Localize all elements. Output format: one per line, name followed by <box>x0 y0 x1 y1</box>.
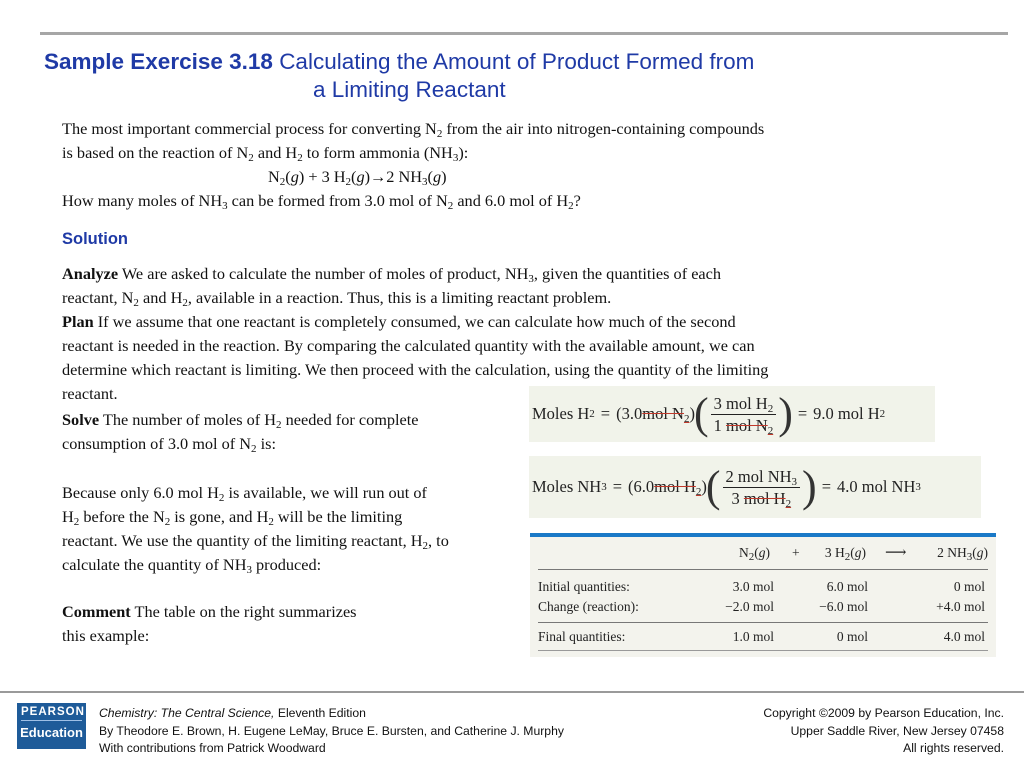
analyze-plan-text: Analyze We are asked to calculate the number of moles of product, $NH_3$, given the quantities of each reactant, $N_2$ and $H_2$, available in a reaction. Thus, this is a limiting reactant problem. Plan If we assume that one reactant is completely consumed, we can calculate how much of the second reactant is needed in the reaction. By comparing the calculated quantity with the available amount, we can determine which reactant is limiting. We then proceed with the calculation, using the quantity of the limiting reactant. <box>62 264 769 403</box>
equation-moles-h2: Moles H 2 = (3.0 mol $N_2$ ) ( $\frac{3 mol H_2}{1 mol N_2}$ ) = 9.0 mol H 2 <box>529 386 935 442</box>
solve-text: Solve The number of moles of $H_2$ needed for complete consumption of 3.0 mol of $N_2$ is: <box>62 410 419 455</box>
plan-label: Plan <box>62 312 94 331</box>
title-line1: Calculating the Amount of Product Formed from <box>279 49 755 74</box>
footer-copyright: Copyright ©2009 by Pearson Education, Inc. Upper Saddle River, New Jersey 07458 All rights reserved. <box>763 706 1004 755</box>
book-title: Chemistry: The Central Science, <box>99 706 275 720</box>
table-divider <box>538 569 988 570</box>
top-rule <box>40 32 1008 35</box>
title-line2: a Limiting Reactant <box>313 77 506 102</box>
comment-label: Comment <box>62 602 131 621</box>
comment-text: Comment The table on the right summarizes this example: <box>62 602 357 645</box>
footer-citation: Chemistry: The Central Science, Eleventh Edition By Theodore E. Brown, H. Eugene LeMay, Bruce E. Bursten, and Catherine J. Murphy With contributions from Patrick Woodward <box>99 706 564 755</box>
table-header-row: $N_2(g)$ + 3 $H_2(g)$ ⟶ 2 $NH_3(g)$ <box>739 545 988 563</box>
title-bold: Sample Exercise 3.18 <box>44 49 273 74</box>
solve-continued-text: Because only 6.0 mol $H_2$ is available, we will run out of $H_2$ before the $N_2$ is gone, and $H_2$ will be the limiting reactant. We use the quantity of the limiting reactant, $H_2$, to calculate the quantity of $NH_3$ produced: <box>62 483 449 576</box>
table-divider <box>538 650 988 651</box>
table-row: Final quantities: 1.0 mol 0 mol 4.0 mol <box>538 629 985 644</box>
problem-statement: The most important commercial process for converting $N_2$ from the air into nitrogen-containing compounds is based on the reaction of $N_2$ and $H_2$ to form ammonia $(NH_3)$: $N_2(g) + 3$ $H_2(g)\to 2$ $NH_3(g)$ How many moles of $NH_3$ can be formed from 3.0 mol of $N_2$ and 6.0 mol of $H_2$? <box>62 119 765 212</box>
solution-label: Solution <box>62 230 128 248</box>
footer-rule <box>0 691 1024 693</box>
analyze-label: Analyze <box>62 264 119 283</box>
pearson-logo: PEARSON Education <box>17 703 86 749</box>
slide-title <box>44 48 984 104</box>
table-row: Change (reaction): −2.0 mol −6.0 mol +4.0 mol <box>538 599 985 614</box>
table-row: Initial quantities: 3.0 mol 6.0 mol 0 mol <box>538 579 985 594</box>
table-divider <box>538 622 988 623</box>
summary-table <box>530 533 996 657</box>
reaction-equation: $N_2(g) + 3$ $H_2(g)\to 2$ $NH_3(g)$ <box>268 167 447 188</box>
solve-label: Solve <box>62 410 100 429</box>
equation-moles-nh3: Moles NH 3 = (6.0 mol $H_2$ ) ( $\frac{2 mol NH_3}{3 mol H_2}$ ) = 4.0 mol NH 3 <box>529 456 981 518</box>
